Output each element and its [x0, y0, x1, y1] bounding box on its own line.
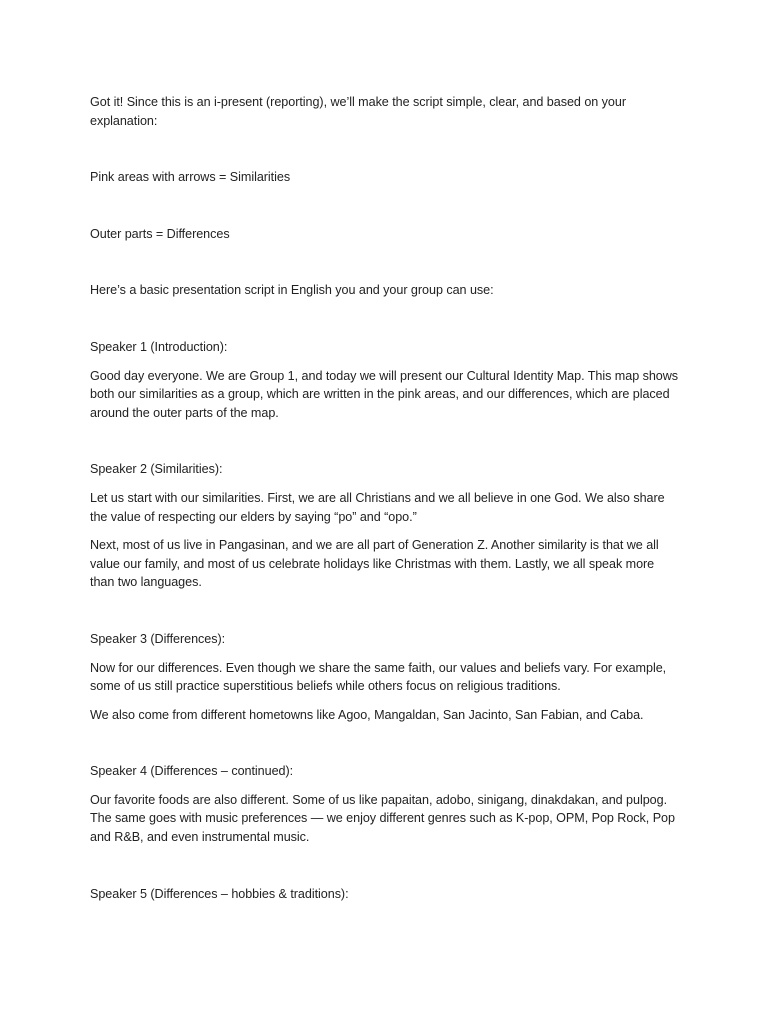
speaker-1-heading: Speaker 1 (Introduction): [90, 339, 228, 354]
speaker-2-paragraph-2: Next, most of us live in Pangasinan, and we are all part of Generation Z. Another similarity is that we all value our family, and most of us celebrate holidays like Christmas with them. Lastly, we all speak more than two languages. [90, 538, 659, 590]
speaker-3-paragraph-2: We also come from different hometowns like Agoo, Mangaldan, San Jacinto, San Fabian, and Caba. [90, 707, 644, 722]
script-intro-paragraph: Here’s a basic presentation script in English you and your group can use: [90, 283, 494, 298]
speaker-2-paragraph-1: Let us start with our similarities. First, we are all Christians and we all believe in one God. We also share the value of respecting our elders by saying “po” and “opo.” [90, 490, 665, 524]
speaker-4-paragraph: Our favorite foods are also different. Some of us like papaitan, adobo, sinigang, dinakdakan, and pulpog. The same goes with music preferences — we enjoy different genres such as K-pop, OPM, Pop Rock, Pop and R&B, and even instrumental music. [90, 792, 675, 845]
speaker-4-heading: Speaker 4 (Differences – continued): [90, 764, 294, 779]
document-body [90, 93, 680, 903]
intro-paragraph: Got it! Since this is an i-present (reporting), we’ll make the script simple, clear, and based on your explanation: [90, 95, 626, 128]
speaker-3-heading: Speaker 3 (Differences): [90, 631, 226, 646]
legend-similarities: Pink areas with arrows = Similarities [90, 170, 291, 185]
speaker-1-paragraph: Good day everyone. We are Group 1, and today we will present our Cultural Identity Map. This map shows both our similarities as a group, which are written in the pink areas, and our differences, which are placed around the outer parts of the map. [90, 368, 679, 420]
speaker-3-paragraph-1: Now for our differences. Even though we share the same faith, our values and beliefs vary. For example, some of us still practice superstitious beliefs while others focus on religious traditions. [90, 660, 667, 694]
legend-differences: Outer parts = Differences [90, 226, 230, 241]
speaker-2-heading: Speaker 2 (Similarities): [90, 462, 223, 477]
speaker-5-heading: Speaker 5 (Differences – hobbies & traditions): [90, 886, 349, 901]
